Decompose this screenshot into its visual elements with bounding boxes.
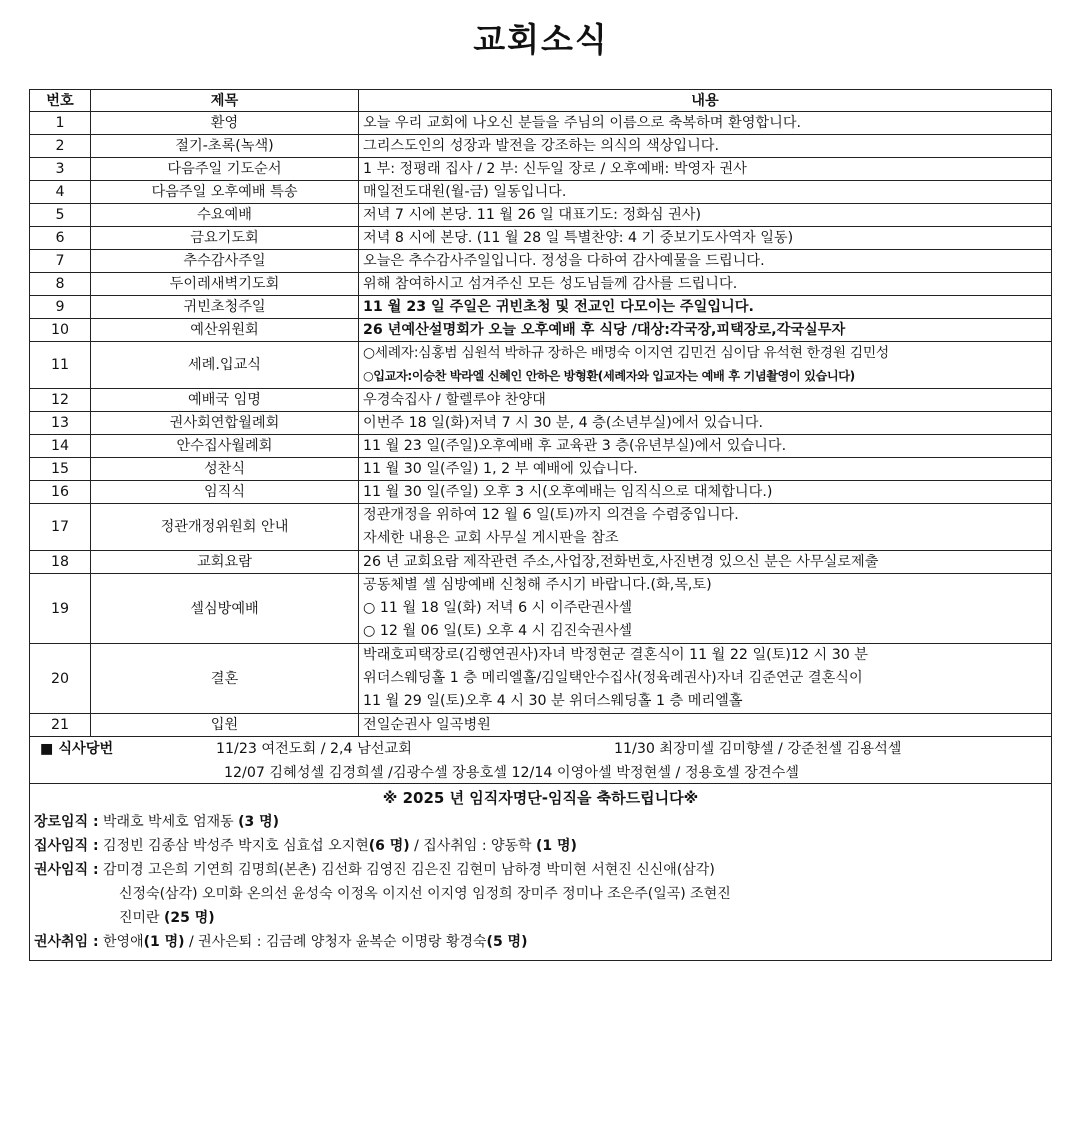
table-row (30, 389, 1052, 412)
content-line: 11 월 23 일(주일)오후예배 후 교육관 3 층(유년부실)에서 있습니다. (363, 438, 787, 454)
row-subject: 세례.입교식 (91, 342, 359, 389)
content-line: 전일순권사 일곡병원 (363, 717, 491, 733)
content-line: 자세한 내용은 교회 사무실 게시판을 참조 (363, 530, 619, 546)
row-content (359, 273, 1052, 296)
row-content (359, 644, 1052, 714)
content-line: 정관개정을 위하여 12 월 6 일(토)까지 의견을 수렴중입니다. (363, 507, 739, 523)
deacon-names: 김정빈 김종삼 박성주 박지호 심효섭 오지현 (103, 838, 369, 854)
row-number: 5 (30, 204, 91, 227)
row-subject: 입원 (91, 714, 359, 737)
content-line: 위더스웨딩홀 1 층 메리엘홀/김일택안수집사(정육례권사)자녀 김준연군 결혼식이 (363, 670, 863, 686)
deacon-count: (6 명) (368, 838, 410, 854)
deacon-line (34, 834, 1047, 858)
kwonsa-line-1 (34, 858, 1047, 882)
row-number: 7 (30, 250, 91, 273)
row-content (359, 435, 1052, 458)
table-row (30, 435, 1052, 458)
kwonsa-names-1: 감미경 고은희 기연희 김명희(본촌) 김선화 김영진 김은진 김현미 남하경 박미현 서현진 신신애(삼각) (103, 862, 715, 878)
row-subject: 절기-초록(녹색) (91, 135, 359, 158)
table-row (30, 204, 1052, 227)
table-row (30, 412, 1052, 435)
row-subject: 예배국 임명 (91, 389, 359, 412)
content-line: ○세례자:심홍범 심원석 박하규 장하은 배명숙 이지연 김민건 심이담 유석현 한경원 김민성 (363, 345, 889, 361)
elder-line (34, 810, 1047, 834)
table-row (30, 481, 1052, 504)
table-row (30, 181, 1052, 204)
row-number: 3 (30, 158, 91, 181)
kwonsa-inauguration-count: (1 명) (143, 934, 185, 950)
meal-label: ■ 식사당번 (40, 741, 114, 757)
row-subject: 성찬식 (91, 458, 359, 481)
row-content (359, 481, 1052, 504)
row-number: 16 (30, 481, 91, 504)
content-line: 공동체별 셀 심방예배 신청해 주시기 바랍니다.(화,목,토) (363, 577, 712, 593)
content-line: 11 월 23 일 주일은 귀빈초청 및 전교인 다모이는 주일입니다. (363, 299, 754, 315)
content-line: 1 부: 정평래 집사 / 2 부: 신두일 장로 / 오후예배: 박영자 권사 (363, 161, 747, 177)
table-row (30, 319, 1052, 342)
kwonsa-label: 권사임직 : (34, 862, 99, 878)
content-line: 11 월 29 일(토)오후 4 시 30 분 위더스웨딩홀 1 층 메리엘홀 (363, 693, 743, 709)
kwonsa-retirement: / 권사은퇴 : 김금례 양청자 윤복순 이명랑 황경숙 (184, 934, 487, 950)
content-line: 26 년 교회요람 제작관련 주소,사업장,전화번호,사진변경 있으신 분은 사무실로제출 (363, 554, 879, 570)
row-content (359, 551, 1052, 574)
table-row (30, 504, 1052, 551)
row-content (359, 158, 1052, 181)
meal-row (30, 737, 1052, 784)
row-number: 13 (30, 412, 91, 435)
table-row (30, 296, 1052, 319)
header-content: 내용 (359, 90, 1052, 112)
content-line: 11 월 30 일(주일) 1, 2 부 예배에 있습니다. (363, 461, 638, 477)
row-content (359, 319, 1052, 342)
content-line: 11 월 30 일(주일) 오후 3 시(오후예배는 임직식으로 대체합니다.) (363, 484, 773, 500)
row-content (359, 412, 1052, 435)
kwonsa-names-3: 진미란 (119, 910, 160, 926)
kwonsa-inauguration-line (34, 930, 1047, 954)
table-row (30, 458, 1052, 481)
row-number: 19 (30, 574, 91, 644)
page-title: 교회소식 (473, 20, 609, 59)
row-number: 21 (30, 714, 91, 737)
content-line: 저녁 7 시에 본당. 11 월 26 일 대표기도: 정화심 권사) (363, 207, 702, 223)
content-line: ○ 11 월 18 일(화) 저녁 6 시 이주란권사셀 (363, 600, 633, 616)
table-row (30, 714, 1052, 737)
content-line: 매일전도대원(월-금) 일동입니다. (363, 184, 567, 200)
table-row (30, 273, 1052, 296)
row-subject: 안수집사월례회 (91, 435, 359, 458)
row-number: 2 (30, 135, 91, 158)
row-content (359, 181, 1052, 204)
table-row (30, 227, 1052, 250)
content-line: 위해 참여하시고 섬겨주신 모든 성도님들께 감사를 드립니다. (363, 276, 738, 292)
content-line: 그리스도인의 성장과 발전을 강조하는 의식의 색상입니다. (363, 138, 719, 154)
kwonsa-retirement-count: (5 명) (486, 934, 528, 950)
table-row (30, 342, 1052, 389)
kwonsa-count: (25 명) (164, 910, 215, 926)
content-line: 이번주 18 일(화)저녁 7 시 30 분, 4 층(소년부실)에서 있습니다. (363, 415, 764, 431)
row-subject: 임직식 (91, 481, 359, 504)
row-subject: 두이레새벽기도회 (91, 273, 359, 296)
row-subject: 정관개정위원회 안내 (91, 504, 359, 551)
row-subject: 추수감사주일 (91, 250, 359, 273)
elder-names: 박래호 박세호 엄재동 (103, 814, 234, 830)
content-line: ○입교자:이승찬 박라엘 신혜인 안하은 방형환(세례자와 입교자는 예배 후 기념촬영이 있습니다) (363, 369, 855, 383)
row-number: 14 (30, 435, 91, 458)
content-line: ○ 12 월 06 일(토) 오후 4 시 김진숙권사셀 (363, 623, 633, 639)
content-line: 저녁 8 시에 본당. (11 월 28 일 특별찬양: 4 기 중보기도사역자 일동) (363, 230, 794, 246)
row-number: 12 (30, 389, 91, 412)
row-number: 1 (30, 112, 91, 135)
content-line: 오늘 우리 교회에 나오신 분들을 주님의 이름으로 축복하며 환영합니다. (363, 115, 802, 131)
row-content (359, 574, 1052, 644)
row-subject: 환영 (91, 112, 359, 135)
row-content (359, 204, 1052, 227)
row-subject: 수요예배 (91, 204, 359, 227)
elder-label: 장로임직 : (34, 814, 99, 830)
kwonsa-inauguration-label: 권사취임 : (34, 934, 99, 950)
table-row (30, 551, 1052, 574)
content-line: 오늘은 추수감사주일입니다. 정성을 다하여 감사예물을 드립니다. (363, 253, 765, 269)
row-subject: 다음주일 기도순서 (91, 158, 359, 181)
content-line: 26 년예산설명회가 오늘 오후예배 후 식당 /대상:각국장,피택장로,각국실무자 (363, 322, 846, 338)
row-content (359, 227, 1052, 250)
row-subject: 예산위원회 (91, 319, 359, 342)
row-content (359, 714, 1052, 737)
table-row (30, 644, 1052, 714)
kwonsa-names-2: 신정숙(삼각) 오미화 온의선 윤성숙 이정옥 이지선 이지영 임정희 장미주 정미나 조은주(일곡) 조현진 (119, 886, 731, 902)
row-number: 8 (30, 273, 91, 296)
deacon-inauguration-count: (1 명) (536, 838, 577, 854)
row-number: 15 (30, 458, 91, 481)
row-content (359, 342, 1052, 389)
row-subject: 결혼 (91, 644, 359, 714)
row-subject: 권사회연합월례회 (91, 412, 359, 435)
row-number: 20 (30, 644, 91, 714)
row-number: 11 (30, 342, 91, 389)
table-row (30, 250, 1052, 273)
table-header-row (30, 90, 1052, 112)
appointment-title: ※ 2025 년 임직자명단-임직을 축하드립니다※ (382, 789, 699, 807)
row-subject: 금요기도회 (91, 227, 359, 250)
deacon-inauguration: / 집사취임 : 양동학 (409, 838, 532, 854)
table-row (30, 135, 1052, 158)
row-content (359, 135, 1052, 158)
row-content (359, 112, 1052, 135)
deacon-label: 집사임직 : (34, 838, 99, 854)
header-subject: 제목 (91, 90, 359, 112)
content-line: 우경숙집사 / 할렐루야 찬양대 (363, 392, 546, 408)
row-number: 4 (30, 181, 91, 204)
row-number: 6 (30, 227, 91, 250)
row-number: 10 (30, 319, 91, 342)
table-row (30, 158, 1052, 181)
table-row (30, 112, 1052, 135)
kwonsa-inauguration-names: 한영애 (103, 934, 144, 950)
row-content (359, 296, 1052, 319)
elder-count: (3 명) (238, 814, 280, 830)
table-row (30, 574, 1052, 644)
row-number: 18 (30, 551, 91, 574)
row-content (359, 250, 1052, 273)
appointment-row (30, 784, 1052, 961)
news-table (29, 89, 1052, 961)
row-content (359, 504, 1052, 551)
row-subject: 귀빈초청주일 (91, 296, 359, 319)
row-subject: 셀심방예배 (91, 574, 359, 644)
content-line: 박래호피택장로(김행연권사)자녀 박정현군 결혼식이 11 월 22 일(토)12 시 30 분 (363, 647, 868, 663)
meal-schedule-1: 11/23 여전도회 / 2,4 남선교회 (216, 741, 412, 757)
row-content (359, 389, 1052, 412)
table-body (30, 112, 1052, 737)
row-subject: 교회요람 (91, 551, 359, 574)
meal-schedule-2: 11/30 최장미셀 김미향셀 / 강준천셀 김용석셀 (614, 741, 902, 757)
row-subject: 다음주일 오후예배 특송 (91, 181, 359, 204)
meal-schedule-3: 12/07 김혜성셀 김경희셀 /김광수셀 장용호셀 12/14 이영아셀 박정현셀 / 정용호셀 장견수셀 (224, 765, 799, 781)
row-content (359, 458, 1052, 481)
header-num: 번호 (30, 90, 91, 112)
row-number: 9 (30, 296, 91, 319)
kwonsa-line-3 (34, 906, 1047, 930)
kwonsa-line-2 (34, 882, 1047, 906)
row-number: 17 (30, 504, 91, 551)
